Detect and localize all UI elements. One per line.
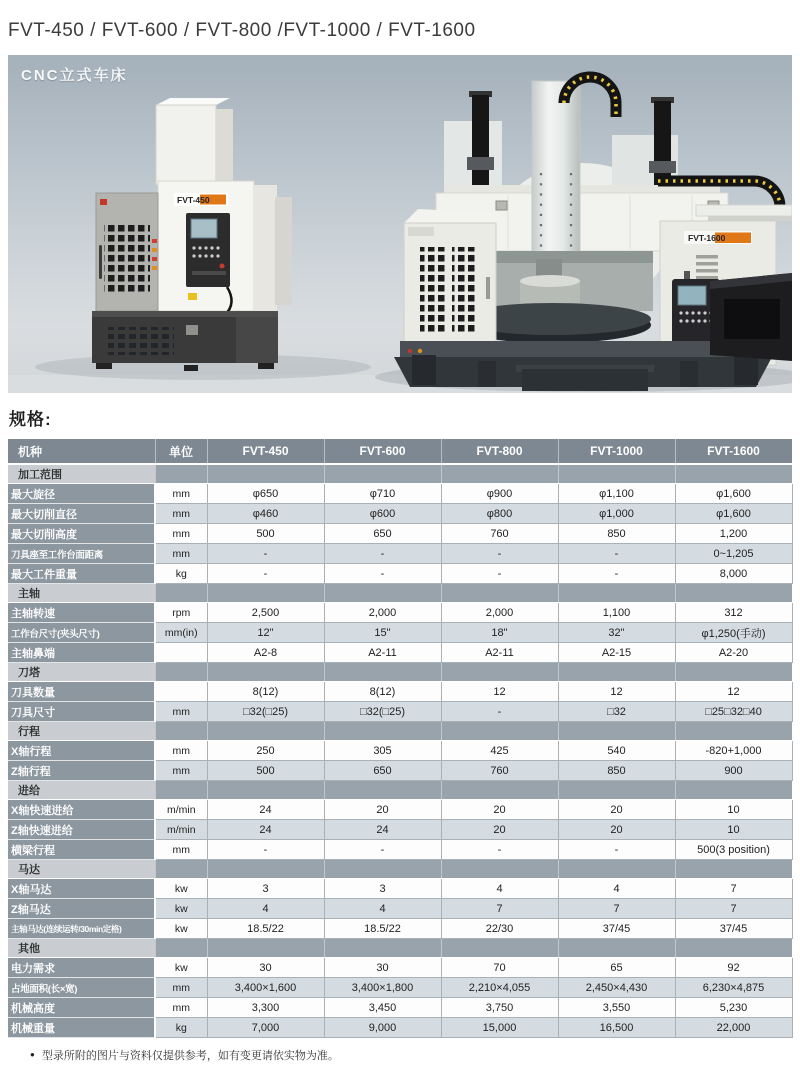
- spec-label-cell: 最大工件重量: [8, 564, 155, 584]
- section-filler-cell: [675, 860, 792, 879]
- spec-value-cell: -: [558, 544, 675, 564]
- section-filler-cell: [324, 939, 441, 958]
- unit-cell: kw: [155, 919, 207, 939]
- footnote-text: 型录所附的图片与资料仅提供参考，如有变更请依实物为准。: [41, 1050, 339, 1062]
- spec-value-cell: -: [324, 544, 441, 564]
- spec-label-cell: 主轴转速: [8, 603, 155, 623]
- spec-value-cell: 3,400×1,800: [324, 978, 441, 998]
- spec-label-cell: 主轴鼻端: [8, 643, 155, 663]
- spec-row: [8, 840, 792, 860]
- section-filler-cell: [324, 663, 441, 682]
- spec-row: [8, 800, 792, 820]
- spec-value-cell: A2-11: [324, 643, 441, 663]
- spec-label-cell: 刀具尺寸: [8, 702, 155, 722]
- spec-value-cell: 4: [558, 879, 675, 899]
- section-filler-cell: [324, 584, 441, 603]
- spec-value-cell: -820+1,000: [675, 741, 792, 761]
- spec-value-cell: -: [324, 564, 441, 584]
- section-filler-cell: [558, 663, 675, 682]
- section-filler-cell: [441, 939, 558, 958]
- spec-value-cell: A2-8: [207, 643, 324, 663]
- spec-value-cell: 9,000: [324, 1018, 441, 1038]
- section-filler-cell: [675, 722, 792, 741]
- spec-value-cell: 15,000: [441, 1018, 558, 1038]
- section-filler-cell: [155, 464, 207, 484]
- spec-value-cell: 37/45: [675, 919, 792, 939]
- spec-value-cell: A2-11: [441, 643, 558, 663]
- spec-value-cell: φ900: [441, 484, 558, 504]
- spec-row: [8, 761, 792, 781]
- section-filler-cell: [207, 464, 324, 484]
- spec-value-cell: 250: [207, 741, 324, 761]
- chain-support-arm: [696, 205, 792, 216]
- spec-label-cell: 工作台尺寸(夹头尺寸): [8, 623, 155, 643]
- spec-label-cell: 最大切削直径: [8, 504, 155, 524]
- right-machine-illustration: [394, 77, 792, 391]
- control-screen: [678, 286, 706, 305]
- section-title-cell: 进给: [8, 781, 155, 800]
- section-filler-cell: [675, 781, 792, 800]
- section-row: [8, 939, 792, 958]
- spec-value-cell: 0~1,205: [675, 544, 792, 564]
- spec-label-cell: 最大旋径: [8, 484, 155, 504]
- spec-label-cell: 机械重量: [8, 1018, 155, 1038]
- unit-cell: kw: [155, 958, 207, 978]
- section-filler-cell: [207, 939, 324, 958]
- unit-cell: mm: [155, 702, 207, 722]
- spec-value-cell: 650: [324, 761, 441, 781]
- section-title-cell: 主轴: [8, 584, 155, 603]
- spec-row: [8, 484, 792, 504]
- column-header: FVT-450: [207, 439, 324, 464]
- spec-value-cell: φ600: [324, 504, 441, 524]
- section-filler-cell: [441, 464, 558, 484]
- spec-value-cell: 20: [558, 800, 675, 820]
- spec-value-cell: 425: [441, 741, 558, 761]
- spec-value-cell: A2-15: [558, 643, 675, 663]
- unit-cell: mm: [155, 840, 207, 860]
- spec-value-cell: φ1,600: [675, 504, 792, 524]
- spec-label-cell: 电力需求: [8, 958, 155, 978]
- unit-cell: m/min: [155, 800, 207, 820]
- unit-cell: [155, 643, 207, 663]
- spec-value-cell: 37/45: [558, 919, 675, 939]
- spec-value-cell: 20: [441, 800, 558, 820]
- spec-value-cell: 760: [441, 761, 558, 781]
- spec-value-cell: 24: [207, 820, 324, 840]
- spec-label-cell: 机械高度: [8, 998, 155, 1018]
- spec-value-cell: 2,450×4,430: [558, 978, 675, 998]
- spec-value-cell: 24: [207, 800, 324, 820]
- spec-label-cell: Z轴马达: [8, 899, 155, 919]
- spec-row: [8, 978, 792, 998]
- section-filler-cell: [558, 939, 675, 958]
- spec-label-cell: X轴马达: [8, 879, 155, 899]
- spec-value-cell: 92: [675, 958, 792, 978]
- section-filler-cell: [324, 464, 441, 484]
- spec-value-cell: φ1,600: [675, 484, 792, 504]
- machines-illustration: [8, 55, 792, 393]
- section-filler-cell: [675, 464, 792, 484]
- spec-value-cell: 70: [441, 958, 558, 978]
- svg-text:FVT-450: FVT-450: [177, 195, 210, 205]
- section-filler-cell: [441, 860, 558, 879]
- section-filler-cell: [441, 722, 558, 741]
- section-row: [8, 663, 792, 682]
- section-filler-cell: [155, 939, 207, 958]
- spec-label-cell: 占地面积(长×宽): [8, 978, 155, 998]
- unit-cell: mm: [155, 741, 207, 761]
- spec-value-cell: 22/30: [441, 919, 558, 939]
- spec-value-cell: 8(12): [324, 682, 441, 702]
- spec-value-cell: 312: [675, 603, 792, 623]
- footnote-bullet: ●: [30, 1050, 35, 1059]
- column-header: 单位: [155, 439, 207, 464]
- unit-cell: mm: [155, 504, 207, 524]
- section-row: [8, 860, 792, 879]
- spec-value-cell: 12: [441, 682, 558, 702]
- spec-value-cell: 4: [441, 879, 558, 899]
- spec-value-cell: 12": [207, 623, 324, 643]
- spec-value-cell: 4: [207, 899, 324, 919]
- spec-value-cell: 3,750: [441, 998, 558, 1018]
- spec-label-cell: 刀具座至工作台面距离: [8, 544, 155, 564]
- left-column-post: [472, 95, 489, 195]
- spec-value-cell: 7: [675, 899, 792, 919]
- section-filler-cell: [324, 781, 441, 800]
- section-filler-cell: [675, 584, 792, 603]
- column-header: FVT-1000: [558, 439, 675, 464]
- section-filler-cell: [558, 464, 675, 484]
- unit-cell: kg: [155, 564, 207, 584]
- spec-row: [8, 741, 792, 761]
- spec-value-cell: 2,000: [441, 603, 558, 623]
- section-filler-cell: [207, 781, 324, 800]
- spec-value-cell: □25□32□40: [675, 702, 792, 722]
- section-title-cell: 马达: [8, 860, 155, 879]
- spec-value-cell: 2,210×4,055: [441, 978, 558, 998]
- unit-cell: mm: [155, 998, 207, 1018]
- spec-label-cell: 横梁行程: [8, 840, 155, 860]
- spec-value-cell: 1,100: [558, 603, 675, 623]
- spec-value-cell: 24: [324, 820, 441, 840]
- spec-row: [8, 623, 792, 643]
- unit-cell: kw: [155, 899, 207, 919]
- spec-value-cell: 12: [675, 682, 792, 702]
- spec-value-cell: 7: [558, 899, 675, 919]
- spec-label-cell: Z轴快速进给: [8, 820, 155, 840]
- spec-value-cell: 4: [324, 899, 441, 919]
- spec-value-cell: 32": [558, 623, 675, 643]
- spec-table-body: [8, 464, 792, 1038]
- spec-value-cell: -: [441, 840, 558, 860]
- section-row: [8, 722, 792, 741]
- spec-value-cell: 30: [207, 958, 324, 978]
- svg-text:FVT-1600: FVT-1600: [688, 233, 726, 243]
- spec-value-cell: 900: [675, 761, 792, 781]
- spec-value-cell: -: [207, 840, 324, 860]
- spec-value-cell: 7,000: [207, 1018, 324, 1038]
- column-header: 机种: [8, 439, 155, 464]
- unit-cell: m/min: [155, 820, 207, 840]
- column-header: FVT-800: [441, 439, 558, 464]
- brand-dot: [100, 199, 107, 205]
- section-title-cell: 行程: [8, 722, 155, 741]
- spec-value-cell: φ800: [441, 504, 558, 524]
- spec-value-cell: □32(□25): [324, 702, 441, 722]
- spec-value-cell: 30: [324, 958, 441, 978]
- spec-row: [8, 899, 792, 919]
- spec-value-cell: 500(3 position): [675, 840, 792, 860]
- section-title-cell: 其他: [8, 939, 155, 958]
- spec-value-cell: 7: [441, 899, 558, 919]
- spec-value-cell: -: [207, 564, 324, 584]
- spec-value-cell: 540: [558, 741, 675, 761]
- section-filler-cell: [324, 860, 441, 879]
- door-handle: [99, 245, 102, 279]
- spec-value-cell: 18.5/22: [324, 919, 441, 939]
- spec-label-cell: 刀具数量: [8, 682, 155, 702]
- spec-value-cell: φ460: [207, 504, 324, 524]
- spec-value-cell: 20: [441, 820, 558, 840]
- spec-value-cell: 20: [324, 800, 441, 820]
- spec-value-cell: 3,550: [558, 998, 675, 1018]
- spec-value-cell: 8,000: [675, 564, 792, 584]
- unit-cell: mm: [155, 544, 207, 564]
- spec-value-cell: 2,500: [207, 603, 324, 623]
- spec-value-cell: 16,500: [558, 1018, 675, 1038]
- footnote: [30, 1047, 792, 1063]
- spec-value-cell: 10: [675, 800, 792, 820]
- spec-value-cell: 12: [558, 682, 675, 702]
- column-header: FVT-600: [324, 439, 441, 464]
- spec-row: [8, 820, 792, 840]
- spec-value-cell: 3,400×1,600: [207, 978, 324, 998]
- spec-value-cell: 18.5/22: [207, 919, 324, 939]
- spec-value-cell: 3: [207, 879, 324, 899]
- spec-label-cell: 最大切削高度: [8, 524, 155, 544]
- spec-value-cell: 5,230: [675, 998, 792, 1018]
- spec-value-cell: 22,000: [675, 1018, 792, 1038]
- unit-cell: kw: [155, 879, 207, 899]
- spec-label-cell: 主轴马达(连续运转/30min定格): [8, 919, 155, 939]
- section-filler-cell: [675, 939, 792, 958]
- spec-row: [8, 603, 792, 623]
- control-screen: [191, 219, 217, 238]
- section-filler-cell: [558, 722, 675, 741]
- unit-cell: mm: [155, 761, 207, 781]
- spec-row: [8, 879, 792, 899]
- spec-label-cell: X轴快速进给: [8, 800, 155, 820]
- spec-row: [8, 702, 792, 722]
- spec-value-cell: 18": [441, 623, 558, 643]
- section-filler-cell: [207, 663, 324, 682]
- spec-value-cell: φ650: [207, 484, 324, 504]
- spec-label-cell: Z轴行程: [8, 761, 155, 781]
- section-filler-cell: [207, 722, 324, 741]
- section-filler-cell: [558, 584, 675, 603]
- spec-label-cell: X轴行程: [8, 741, 155, 761]
- machine-badge-right: [684, 231, 752, 244]
- spec-row: [8, 643, 792, 663]
- unit-cell: [155, 682, 207, 702]
- spec-value-cell: A2-20: [675, 643, 792, 663]
- section-filler-cell: [207, 860, 324, 879]
- spec-value-cell: 2,000: [324, 603, 441, 623]
- spec-row: [8, 564, 792, 584]
- unit-cell: mm: [155, 978, 207, 998]
- spec-row: [8, 682, 792, 702]
- spec-value-cell: 20: [558, 820, 675, 840]
- section-title-cell: 加工范围: [8, 464, 155, 484]
- spec-value-cell: 305: [324, 741, 441, 761]
- spec-value-cell: 850: [558, 524, 675, 544]
- spec-value-cell: -: [558, 840, 675, 860]
- spec-value-cell: 1,200: [675, 524, 792, 544]
- spec-value-cell: -: [441, 702, 558, 722]
- spec-value-cell: -: [207, 544, 324, 564]
- spec-value-cell: □32: [558, 702, 675, 722]
- spec-value-cell: □32(□25): [207, 702, 324, 722]
- section-filler-cell: [441, 663, 558, 682]
- spec-heading: 规格:: [9, 410, 52, 429]
- section-filler-cell: [441, 781, 558, 800]
- spec-value-cell: 65: [558, 958, 675, 978]
- spec-value-cell: -: [441, 564, 558, 584]
- spec-value-cell: 3: [324, 879, 441, 899]
- spec-table-header: [8, 439, 792, 464]
- section-filler-cell: [207, 584, 324, 603]
- spec-value-cell: φ1,250(手动): [675, 623, 792, 643]
- spec-value-cell: 15": [324, 623, 441, 643]
- spec-row: [8, 1018, 792, 1038]
- section-row: [8, 781, 792, 800]
- section-filler-cell: [324, 722, 441, 741]
- section-filler-cell: [155, 584, 207, 603]
- spec-value-cell: 6,230×4,875: [675, 978, 792, 998]
- spec-value-cell: 500: [207, 761, 324, 781]
- machine-badge-left: [174, 193, 228, 206]
- unit-cell: rpm: [155, 603, 207, 623]
- unit-cell: mm(in): [155, 623, 207, 643]
- section-filler-cell: [558, 781, 675, 800]
- section-row: [8, 584, 792, 603]
- unit-cell: mm: [155, 484, 207, 504]
- spec-value-cell: -: [558, 564, 675, 584]
- hero-image: [8, 55, 792, 393]
- left-machine-illustration: [92, 98, 292, 371]
- spec-value-cell: 760: [441, 524, 558, 544]
- spec-value-cell: 650: [324, 524, 441, 544]
- spec-row: [8, 919, 792, 939]
- section-filler-cell: [558, 860, 675, 879]
- spec-value-cell: -: [441, 544, 558, 564]
- spec-value-cell: 3,300: [207, 998, 324, 1018]
- unit-cell: kg: [155, 1018, 207, 1038]
- page-title: FVT-450 / FVT-600 / FVT-800 /FVT-1000 / FVT-1600: [8, 20, 476, 41]
- column-header: FVT-1600: [675, 439, 792, 464]
- spec-row: [8, 504, 792, 524]
- spec-value-cell: 3,450: [324, 998, 441, 1018]
- spec-value-cell: φ1,000: [558, 504, 675, 524]
- section-filler-cell: [155, 663, 207, 682]
- section-filler-cell: [675, 663, 792, 682]
- spec-value-cell: φ710: [324, 484, 441, 504]
- section-filler-cell: [441, 584, 558, 603]
- spec-row: [8, 998, 792, 1018]
- spec-value-cell: 850: [558, 761, 675, 781]
- section-filler-cell: [155, 722, 207, 741]
- spec-table: [8, 439, 793, 1038]
- spec-value-cell: 500: [207, 524, 324, 544]
- section-filler-cell: [155, 860, 207, 879]
- section-title-cell: 刀塔: [8, 663, 155, 682]
- spec-value-cell: 10: [675, 820, 792, 840]
- spec-value-cell: 8(12): [207, 682, 324, 702]
- spec-row: [8, 958, 792, 978]
- section-row: [8, 464, 792, 484]
- spec-value-cell: φ1,100: [558, 484, 675, 504]
- unit-cell: mm: [155, 524, 207, 544]
- hero-caption: CNC立式车床: [21, 67, 128, 84]
- section-filler-cell: [155, 781, 207, 800]
- spec-value-cell: -: [324, 840, 441, 860]
- spec-row: [8, 524, 792, 544]
- spec-value-cell: 7: [675, 879, 792, 899]
- header-row: [8, 439, 792, 464]
- spec-row: [8, 544, 792, 564]
